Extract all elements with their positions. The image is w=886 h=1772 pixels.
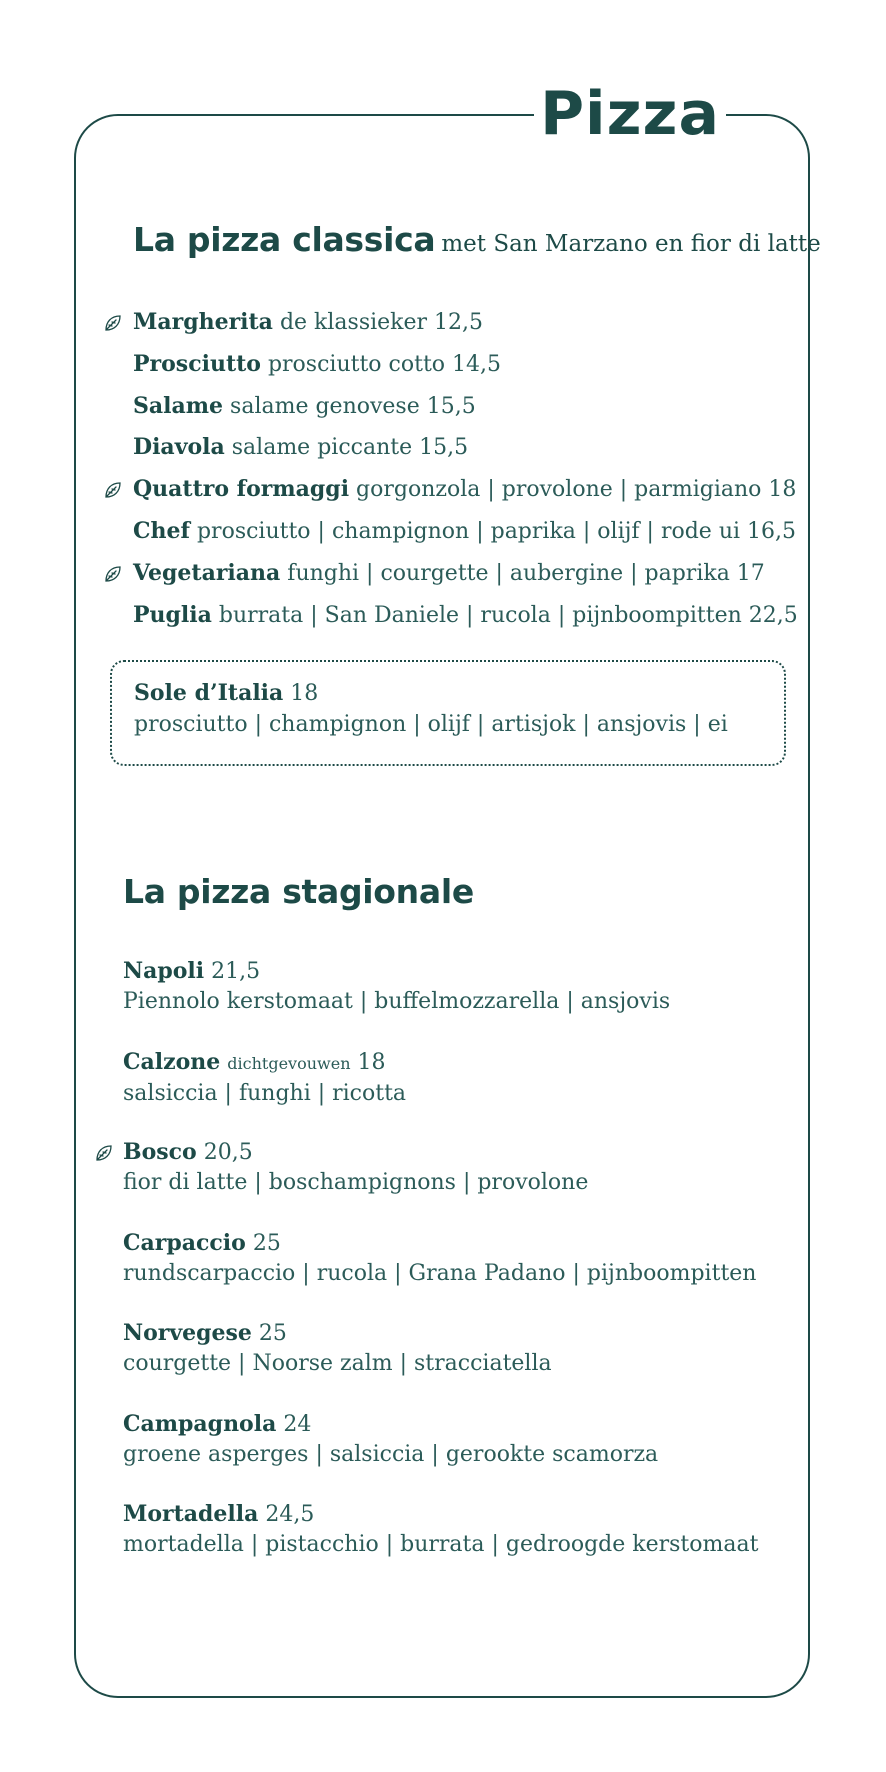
item-name: Calzone (123, 1048, 221, 1075)
item-name: Quattro formaggi (133, 476, 350, 503)
item-name: Bosco (123, 1139, 197, 1165)
menu-item (123, 1499, 758, 1590)
menu-item (133, 553, 798, 595)
special-title-line (134, 680, 318, 706)
item-name: Campagnola (123, 1410, 277, 1437)
stagionale-list (123, 956, 758, 1590)
menu-item (133, 302, 798, 344)
menu-item (133, 469, 798, 511)
item-name: Margherita (133, 309, 273, 335)
item-name: Salame (133, 392, 224, 419)
item-note: dichtgevouwen (227, 1053, 351, 1073)
page-title: Pizza (540, 79, 720, 149)
item-desc: courgette | Noorse zalm | stracciatella (123, 1351, 552, 1376)
menu-item (123, 1228, 758, 1319)
item-price: 21,5 (211, 959, 261, 984)
item-desc: salame piccante 15,5 (231, 435, 469, 461)
item-name: Vegetariana (133, 559, 281, 586)
item-title-line (123, 1228, 758, 1259)
menu-item (123, 1409, 758, 1500)
item-desc: rundscarpaccio | rucola | Grana Padano | pijnboompitten (123, 1260, 757, 1286)
leaf-icon (103, 564, 123, 584)
menu-item (133, 427, 798, 469)
menu-item (123, 1137, 758, 1228)
item-title-line (123, 1318, 758, 1349)
menu-item (123, 956, 758, 1047)
item-price: 24,5 (265, 1502, 315, 1527)
item-desc: prosciutto cotto 14,5 (267, 351, 502, 377)
item-desc: burrata | San Daniele | rucola | pijnboompitten 22,5 (218, 602, 798, 628)
special-pizza-box (110, 660, 786, 766)
section-title: La pizza stagionale (123, 872, 474, 911)
item-name: Norvegese (123, 1320, 252, 1346)
item-name: Chef (133, 517, 190, 544)
item-price: 20,5 (203, 1140, 253, 1165)
special-name: Sole d’Italia (134, 680, 284, 706)
item-name: Napoli (123, 958, 205, 984)
item-desc: prosciutto | champignon | paprika | olijf | rode ui 16,5 (196, 518, 797, 544)
item-desc: groene asperges | salsiccia | gerookte scamorza (123, 1441, 659, 1467)
item-price: 18 (357, 1049, 386, 1075)
item-price: 24 (283, 1411, 312, 1437)
section-subtitle: met San Marzano en fior di latte (441, 231, 821, 257)
item-desc: fior di latte | boschampignons | provolone (123, 1170, 589, 1195)
classica-list (133, 302, 798, 636)
item-title-line (123, 956, 758, 987)
item-title-line (123, 1499, 758, 1530)
item-desc: funghi | courgette | aubergine | paprika 17 (287, 560, 765, 586)
item-price: 25 (258, 1321, 287, 1346)
item-name: Mortadella (123, 1501, 259, 1527)
section-title: La pizza classica (133, 220, 436, 259)
item-name: Puglia (133, 601, 212, 628)
menu-item (133, 386, 798, 428)
leaf-icon (94, 1143, 114, 1163)
item-price: 25 (252, 1230, 281, 1256)
item-title-line (123, 1047, 758, 1079)
special-price: 18 (290, 681, 319, 706)
menu-item (133, 511, 798, 553)
item-name: Carpaccio (123, 1229, 246, 1256)
item-desc: mortadella | pistacchio | burrata | gedroogde kerstomaat (123, 1532, 759, 1557)
item-title-line (123, 1409, 758, 1440)
section-heading-classica (133, 220, 821, 259)
special-desc: prosciutto | champignon | olijf | artisjok | ansjovis | ei (134, 712, 728, 737)
item-desc: de klassieker 12,5 (279, 310, 484, 335)
item-desc: Piennolo kerstomaat | buffelmozzarella | ansjovis (123, 989, 671, 1014)
leaf-icon (103, 480, 123, 500)
menu-item (133, 344, 798, 386)
item-title-line (123, 1137, 758, 1168)
menu-item (123, 1318, 758, 1409)
item-desc: salsiccia | funghi | ricotta (123, 1080, 407, 1106)
item-name: Prosciutto (133, 350, 261, 377)
leaf-icon (103, 313, 123, 333)
section-heading-stagionale (123, 872, 474, 911)
item-desc: gorgonzola | provolone | parmigiano 18 (356, 477, 797, 503)
menu-item (123, 1047, 758, 1138)
item-desc: salame genovese 15,5 (230, 393, 476, 419)
item-name: Diavola (133, 434, 225, 461)
menu-item (133, 595, 798, 637)
